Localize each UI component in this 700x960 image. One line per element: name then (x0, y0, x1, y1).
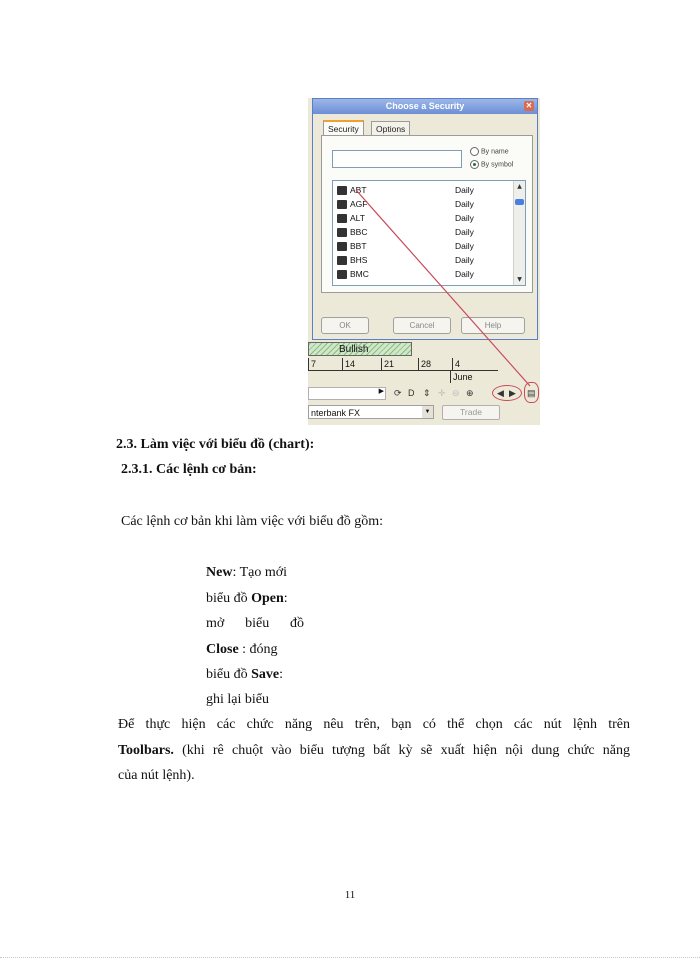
row-symbol: BBC (350, 227, 368, 237)
cmd-new-desc: : Tạo mới (232, 565, 288, 580)
date-tick: 14 (342, 358, 379, 370)
body-paragraph-text: (khi rê chuột vào biểu tượng bất kỳ sẽ xuất hiện nội dung chức năng (182, 743, 630, 758)
broker-select-value: nterbank FX (311, 408, 361, 418)
callout-arrow (356, 190, 530, 386)
body-paragraph-line1: Để thực hiện các chức năng nêu trên, bạn có thể chọn các nút lệnh trên (118, 717, 630, 732)
tab-options[interactable]: Options (371, 121, 410, 136)
scroll-left-icon[interactable]: ◀ (497, 388, 504, 398)
row-symbol: ABT (350, 185, 367, 195)
cmd-save-desc: ghi lại biểu (206, 692, 269, 707)
row-period: Daily (455, 199, 474, 209)
callout-arrow-layer (308, 98, 540, 425)
row-period: Daily (455, 227, 474, 237)
cmd-line-close (206, 642, 278, 658)
ok-button[interactable]: OK (321, 317, 369, 334)
body-paragraph-line2 (118, 743, 630, 759)
zoom-out-icon[interactable]: ⊖ (452, 388, 460, 398)
updown-icon[interactable]: ⇕ (423, 388, 431, 398)
help-button[interactable]: Help (461, 317, 525, 334)
bullish-bar: Bullish (308, 342, 412, 356)
cmd-open-desc: mở biểu đồ (206, 616, 304, 631)
radio-by-symbol-label: By symbol (481, 161, 514, 169)
cmd-line-save (206, 667, 283, 683)
zoom-in-icon[interactable]: ⊕ (466, 388, 474, 398)
cmd-open: Open (251, 591, 284, 606)
chevron-down-icon[interactable]: ▼ (422, 406, 433, 418)
calendar-icon[interactable]: ▤ (527, 388, 536, 398)
cmd-close: Close (206, 642, 239, 657)
date-tick: 28 (418, 358, 445, 370)
row-period: Daily (455, 255, 474, 265)
body-paragraph-line3: của nút lệnh). (118, 768, 195, 783)
scroll-down-icon[interactable]: ▼ (517, 276, 522, 283)
dialog-title-text: Choose a Security (385, 101, 465, 111)
date-tick: 4 (452, 358, 489, 370)
cmd-new: New (206, 565, 233, 580)
row-period: Daily (455, 185, 474, 195)
period-button[interactable]: D (408, 388, 415, 398)
toolbars-term: Toolbars. (118, 743, 174, 758)
row-symbol: AGF (350, 199, 368, 209)
cmd-line-new (206, 565, 287, 581)
month-label: June (450, 371, 473, 383)
cmd-save: Save (251, 667, 280, 682)
row-symbol: BHS (350, 255, 368, 265)
trade-button[interactable]: Trade (442, 405, 500, 420)
section-heading: 2.3. Làm việc với biểu đồ (chart): (116, 437, 315, 452)
row-symbol: ALT (350, 213, 365, 223)
scroll-right-icon[interactable]: ▶ (509, 388, 516, 398)
row-period: Daily (455, 241, 474, 251)
crosshair-icon[interactable]: ✛ (438, 388, 446, 398)
tab-security[interactable]: Security (323, 120, 364, 136)
cmd-close-desc: : đóng (242, 642, 278, 657)
cmd-text: : (283, 591, 288, 606)
date-tick: 21 (381, 358, 414, 370)
page-number: 11 (344, 889, 356, 901)
cmd-line-open (206, 591, 288, 607)
row-period: Daily (455, 213, 474, 223)
scroll-right-icon[interactable]: ▶ (378, 388, 384, 395)
scroll-up-icon[interactable]: ▲ (517, 183, 522, 190)
row-symbol: BMC (350, 269, 369, 279)
radio-by-name-label: By name (481, 148, 509, 156)
close-icon[interactable]: ✕ (525, 101, 533, 110)
cmd-text: : (279, 667, 283, 682)
cancel-button[interactable]: Cancel (393, 317, 451, 334)
row-symbol: BBT (350, 241, 367, 251)
screenshot-figure (308, 98, 540, 425)
page-footer-divider (0, 957, 700, 958)
subsection-heading: 2.3.1. Các lệnh cơ bản: (121, 462, 257, 477)
date-tick: 7 (308, 358, 316, 370)
intro-text: Các lệnh cơ bản khi làm việc với biểu đồ gồm: (121, 514, 384, 529)
sync-icon[interactable]: ⟳ (394, 388, 402, 398)
row-period: Daily (455, 269, 474, 279)
cmd-text: biểu đồ (206, 667, 248, 682)
cmd-text: biểu đồ (206, 591, 248, 606)
